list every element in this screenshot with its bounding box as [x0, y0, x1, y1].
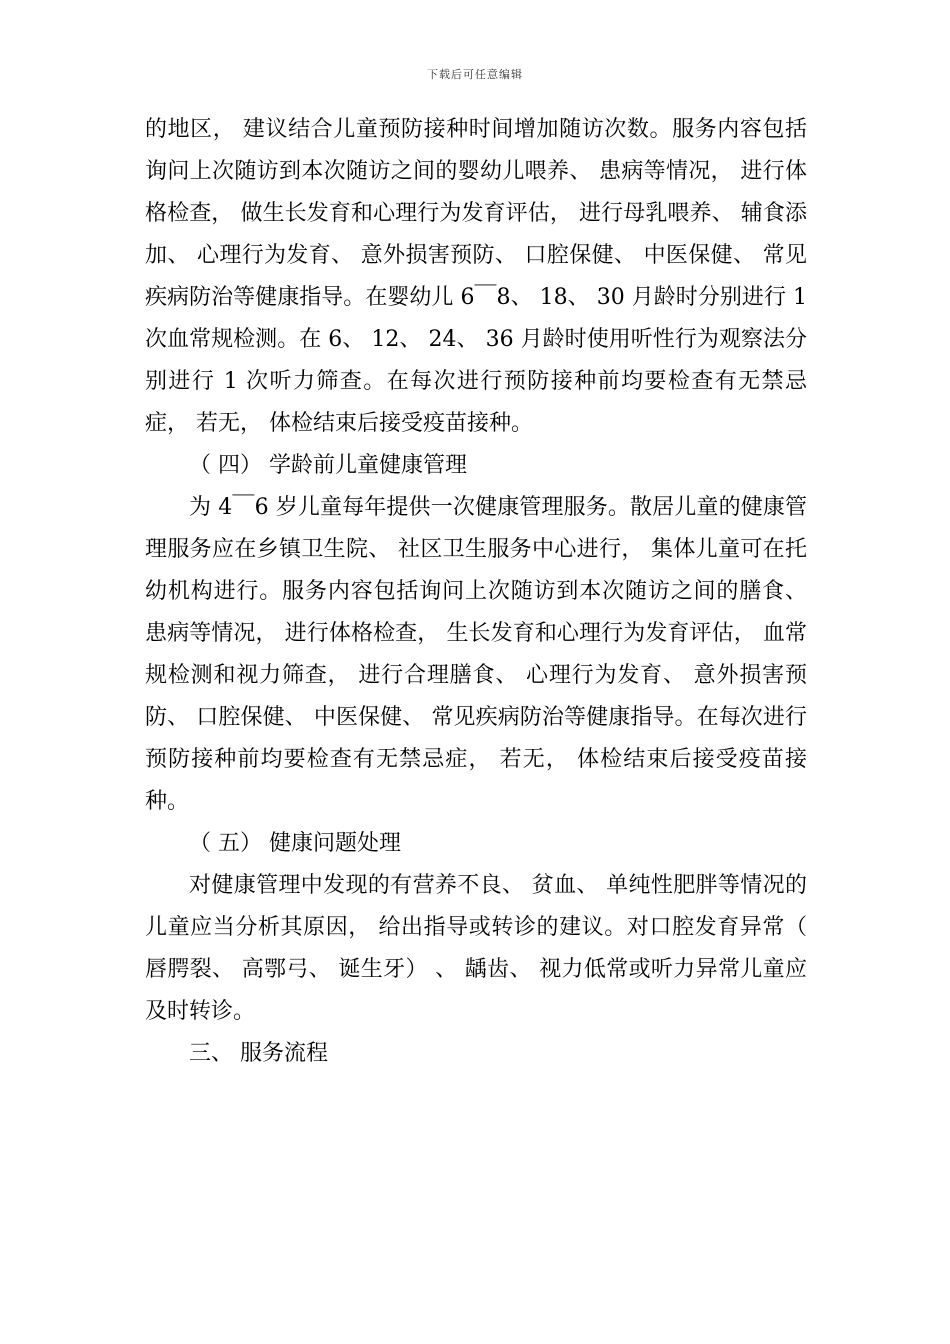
section-heading-preschool: （ 四） 学龄前儿童健康管理 [189, 453, 467, 478]
paragraph-continued: 的地区， 建议结合儿童预防接种时间增加随访次数。服务内容包括询问上次随访到本次随访之间的婴幼儿喂养、 患病等情况， 进行体格检查， 做生长发育和心理行为发育评估， 进行母乳喂养、 辅食添加、 心理行为发育、 意外损害预防、 口腔保健、 中医保健、 常见疾病防治等健康指导。在婴幼儿 6￣8、 18、 30 月龄时分别进行 1 次血常规检测。在 6、 12、 24、 36 月龄时使用听性行为观察法分别进行 1 次听力筛查。在每次进行预防接种前均要检查有无禁忌症， 若无， 体检结束后接受疫苗接种。 [145, 117, 807, 436]
section-heading-service-flow: 三、 服务流程 [189, 1041, 328, 1066]
paragraph-preschool: 为 4￣6 岁儿童每年提供一次健康管理服务。散居儿童的健康管理服务应在乡镇卫生院、 社区卫生服务中心进行， 集体儿童可在托幼机构进行。服务内容包括询问上次随访到本次随访之间的膳食、 患病等情况， 进行体格检查， 生长发育和心理行为发育评估， 血常规检测和视力筛查， 进行合理膳食、 心理行为发育、 意外损害预防、 口腔保健、 中医保健、 常见疾病防治等健康指导。在每次进行预防接种前均要检查有无禁忌症， 若无， 体检结束后接受疫苗接种。 [145, 495, 807, 814]
document-body [145, 109, 807, 1075]
section-heading-health-issues: （ 五） 健康问题处理 [189, 831, 401, 856]
header-note: 下载后可任意编辑 [427, 68, 523, 81]
paragraph-health-issues: 对健康管理中发现的有营养不良、 贫血、 单纯性肥胖等情况的儿童应当分析其原因， 给出指导或转诊的建议。对口腔发育异常（ 唇腭裂、 高鄂弓、 诞生牙） 、 龋齿、 视力低常或听力异常儿童应及时转诊。 [145, 873, 807, 1024]
